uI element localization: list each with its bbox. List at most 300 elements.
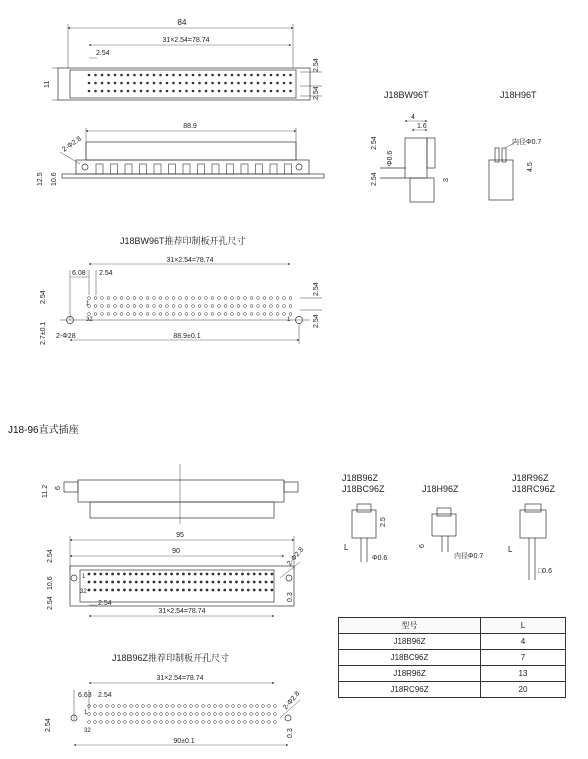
pcb-bw-pin32: 32 — [86, 317, 93, 323]
pcb-hole — [220, 705, 223, 708]
straight-front-view — [47, 532, 305, 616]
table-header-row — [339, 618, 566, 634]
pin-dot — [170, 573, 173, 576]
pin-dot — [271, 581, 274, 584]
pcb-hole — [257, 305, 260, 308]
pcb-hole — [231, 297, 234, 300]
straight-inner: 90 — [172, 548, 180, 555]
table-row — [339, 682, 566, 698]
pin-dot — [179, 82, 182, 85]
pin-dot — [129, 581, 132, 584]
pcb-hole — [140, 305, 143, 308]
pcb-hole — [237, 297, 240, 300]
pin-dot — [123, 573, 126, 576]
table-header-model: 型号 — [339, 618, 481, 634]
pcb-hole — [262, 705, 265, 708]
pcb-bw-title: J18BW96T推荐印制板开孔尺寸 — [120, 236, 246, 246]
pcb-hole — [88, 713, 91, 716]
pcb-hole — [256, 721, 259, 724]
pin-dot — [229, 589, 232, 592]
pcb-hole — [268, 721, 271, 724]
dim-side-d6: 3 — [443, 178, 450, 182]
straight-left-c: 2.54 — [47, 596, 54, 610]
pcb-bw-left-v: 2.54 — [40, 290, 47, 304]
pin-dot — [105, 581, 108, 584]
pin-dot — [250, 90, 253, 93]
pin-dot — [192, 82, 195, 85]
pcb-hole — [185, 313, 188, 316]
pcb-hole — [244, 721, 247, 724]
pcb-hole — [274, 721, 277, 724]
pin-dot — [237, 90, 240, 93]
pin-dot — [111, 573, 114, 576]
pin-dot — [176, 581, 179, 584]
pin-dot — [127, 90, 130, 93]
pin-dot — [88, 589, 91, 592]
pcb-hole — [160, 713, 163, 716]
pin-dot — [114, 74, 117, 77]
pin-dot — [185, 82, 188, 85]
pin-dot — [257, 90, 260, 93]
label-bw: J18BW96T — [384, 90, 429, 100]
variant-d-a: 2.5 — [380, 517, 387, 527]
variant-c1: J18R96Z — [512, 473, 549, 483]
pin-dot — [127, 82, 130, 85]
pcb-hole — [133, 313, 136, 316]
pin-dot — [99, 573, 102, 576]
pcb-hole — [224, 313, 227, 316]
pin-dot — [140, 74, 143, 77]
pcb-b-title: J18B96Z推荐印制板开孔尺寸 — [112, 653, 230, 663]
pin-dot — [276, 90, 279, 93]
pcb-hole — [263, 313, 266, 316]
pcb-hole — [232, 721, 235, 724]
pin-dot — [140, 82, 143, 85]
pin-dot — [185, 74, 188, 77]
pin-dot — [133, 82, 136, 85]
pcb-hole — [268, 705, 271, 708]
pcb-hole — [250, 713, 253, 716]
pcb-hole — [130, 721, 133, 724]
pin-dot — [259, 573, 262, 576]
pcb-hole — [202, 713, 205, 716]
dim-pitch-total: 31×2.54=78.74 — [162, 37, 210, 44]
pcb-hole — [224, 297, 227, 300]
comb-tooth — [125, 164, 132, 174]
table-row — [339, 634, 566, 650]
pin-dot — [120, 82, 123, 85]
pin-dot — [141, 589, 144, 592]
pin-dot — [224, 90, 227, 93]
pcb-hole — [250, 705, 253, 708]
pin-dot — [107, 74, 110, 77]
pcb-hole — [202, 721, 205, 724]
pcb-hole — [154, 705, 157, 708]
pcb-bw-pitch: 2.54 — [99, 270, 113, 277]
pin-dot — [114, 90, 117, 93]
comb-tooth — [198, 164, 205, 174]
pcb-hole — [120, 297, 123, 300]
pcb-hole — [208, 713, 211, 716]
pcb-hole — [112, 713, 115, 716]
table-cell-l: 4 — [481, 634, 566, 650]
pin-dot — [172, 90, 175, 93]
straight-right-a: 0.3 — [287, 592, 294, 602]
pin-dot — [253, 589, 256, 592]
straight-pitch-total: 31×2.54=78.74 — [158, 608, 206, 615]
pin-dot — [241, 573, 244, 576]
pcb-hole — [94, 313, 97, 316]
pin-dot — [263, 74, 266, 77]
pin-dot — [247, 573, 250, 576]
variant-inner: 内径Φ0.7 — [454, 553, 484, 560]
comb-tooth — [270, 164, 277, 174]
pcb-hole — [124, 705, 127, 708]
pcb-hole — [160, 705, 163, 708]
pcb-hole — [218, 297, 221, 300]
top-view — [44, 18, 322, 100]
pin-dot — [147, 581, 150, 584]
pin-dot — [179, 74, 182, 77]
pcb-hole — [118, 721, 121, 724]
straight-pitch: 2.54 — [98, 600, 112, 607]
pin-dot — [229, 573, 232, 576]
pcb-hole — [257, 313, 260, 316]
straight-pin32: 32 — [80, 589, 87, 595]
pin-dot — [94, 589, 97, 592]
pcb-hole — [127, 313, 130, 316]
pin-dot — [94, 82, 97, 85]
pin-dot — [206, 581, 209, 584]
pcb-hole — [250, 721, 253, 724]
pin-dot — [257, 74, 260, 77]
pcb-hole — [211, 297, 214, 300]
pcb-hole — [153, 297, 156, 300]
pcb-hole — [196, 713, 199, 716]
pin-dot — [164, 573, 167, 576]
dim-front-width: 88.9 — [183, 123, 197, 130]
pcb-hole — [112, 705, 115, 708]
pcb-hole — [106, 721, 109, 724]
pin-dot — [270, 74, 273, 77]
pcb-hole — [159, 297, 162, 300]
pcb-hole — [263, 305, 266, 308]
pcb-hole — [256, 705, 259, 708]
pin-dot — [194, 589, 197, 592]
pin-dot — [212, 573, 215, 576]
pin-dot — [101, 90, 104, 93]
pcb-hole — [224, 305, 227, 308]
pin-dot — [94, 581, 97, 584]
pin-dot — [289, 90, 292, 93]
pin-dot — [166, 90, 169, 93]
pin-dot — [218, 74, 221, 77]
pin-dot — [123, 581, 126, 584]
pcb-hole — [220, 713, 223, 716]
pin-dot — [140, 90, 143, 93]
pin-dot — [218, 82, 221, 85]
pin-dot — [253, 581, 256, 584]
pin-dot — [224, 74, 227, 77]
pcb-b-hole: 2-Φ2.8 — [282, 690, 302, 712]
pcb-hole — [283, 305, 286, 308]
pin-dot — [276, 82, 279, 85]
dim-side-d4: 2.54 — [371, 136, 378, 150]
pin-dot — [147, 573, 150, 576]
dim-side-d2: 1.6 — [417, 123, 427, 130]
pcb-hole — [214, 713, 217, 716]
pin-dot — [176, 589, 179, 592]
pcb-hole — [226, 713, 229, 716]
pcb-hole — [94, 713, 97, 716]
pcb-hole — [146, 297, 149, 300]
table-row — [339, 650, 566, 666]
straight-top-view — [42, 464, 298, 524]
pin-dot — [198, 82, 201, 85]
pcb-bw-pitch-total: 31×2.54=78.74 — [166, 257, 214, 264]
pcb-hole — [172, 313, 175, 316]
pcb-hole — [283, 313, 286, 316]
pcb-hole — [262, 721, 265, 724]
pcb-hole — [257, 297, 260, 300]
pcb-hole — [166, 305, 169, 308]
pcb-b-right: 0.3 — [287, 728, 294, 738]
pin-dot — [188, 589, 191, 592]
pcb-hole — [244, 705, 247, 708]
pin-dot — [153, 90, 156, 93]
pin-dot — [211, 74, 214, 77]
pcb-hole — [184, 721, 187, 724]
pcb-hole — [130, 705, 133, 708]
pcb-hole — [172, 713, 175, 716]
pcb-hole — [218, 313, 221, 316]
pcb-bw-left-v2: 2.7±0.1 — [40, 321, 47, 345]
pcb-hole — [140, 313, 143, 316]
label-h: J18H96T — [500, 90, 537, 100]
dim-side-d8: 4.5 — [527, 162, 534, 172]
pin-dot — [223, 573, 226, 576]
pin-dot — [289, 82, 292, 85]
table-cell-l: 20 — [481, 682, 566, 698]
pcb-hole — [276, 305, 279, 308]
dim-front-h1: 12.5 — [37, 172, 44, 186]
table-cell-l: 7 — [481, 650, 566, 666]
pin-dot — [172, 82, 175, 85]
pin-dot — [194, 573, 197, 576]
comb-tooth — [169, 164, 176, 174]
pin-dot — [229, 581, 232, 584]
pcb-hole — [190, 705, 193, 708]
pcb-hole — [94, 705, 97, 708]
pcb-hole — [178, 721, 181, 724]
pcb-hole — [238, 713, 241, 716]
pcb-hole — [166, 313, 169, 316]
pcb-hole — [232, 705, 235, 708]
pcb-hole — [208, 721, 211, 724]
comb-tooth — [96, 164, 103, 174]
pcb-b-offset: 6.63 — [78, 692, 92, 699]
comb-tooth — [256, 164, 263, 174]
pcb-hole — [244, 313, 247, 316]
pin-dot — [259, 581, 262, 584]
pin-dot — [257, 82, 260, 85]
pcb-hole — [106, 705, 109, 708]
pcb-hole — [238, 721, 241, 724]
pin-dot — [172, 74, 175, 77]
pin-dot — [117, 589, 120, 592]
comb-tooth — [183, 164, 190, 174]
pcb-hole — [159, 305, 162, 308]
length-table — [338, 617, 566, 698]
pin-dot — [271, 573, 274, 576]
pcb-hole — [205, 305, 208, 308]
variant-a2: J18BC96Z — [342, 484, 385, 494]
pin-dot — [244, 82, 247, 85]
comb-tooth — [285, 164, 292, 174]
pcb-hole — [270, 305, 273, 308]
dim-height: 11 — [44, 80, 51, 88]
pin-dot — [200, 573, 203, 576]
pin-dot — [159, 74, 162, 77]
pcb-hole — [244, 297, 247, 300]
pin-dot — [212, 581, 215, 584]
pcb-hole — [101, 305, 104, 308]
variant-sq: □0.6 — [538, 568, 552, 575]
pin-dot — [146, 82, 149, 85]
pin-dot — [146, 74, 149, 77]
pcb-hole — [237, 313, 240, 316]
pcb-hole — [94, 305, 97, 308]
pcb-hole — [146, 313, 149, 316]
dim-side-d1: 4 — [411, 114, 415, 121]
pin-dot — [200, 589, 203, 592]
pcb-hole — [148, 713, 151, 716]
pcb-hole — [100, 721, 103, 724]
pin-dot — [170, 589, 173, 592]
front-view — [37, 123, 324, 186]
pin-dot — [211, 90, 214, 93]
pin-dot — [205, 82, 208, 85]
dim-side-d3: Φ0.6 — [387, 150, 394, 166]
variant-l-a: L — [344, 543, 349, 552]
pcb-hole — [94, 297, 97, 300]
pin-dot — [158, 573, 161, 576]
pin-dot — [114, 82, 117, 85]
pcb-b-width: 90±0.1 — [173, 738, 195, 745]
pin-dot — [185, 90, 188, 93]
straight-left-a: 2.54 — [47, 549, 54, 563]
pin-dot — [133, 74, 136, 77]
pcb-hole — [205, 313, 208, 316]
pcb-hole — [101, 313, 104, 316]
pin-dot — [88, 82, 91, 85]
pcb-hole — [270, 297, 273, 300]
pcb-hole — [88, 313, 91, 316]
pin-dot — [271, 589, 274, 592]
pcb-hole — [136, 721, 139, 724]
pcb-hole — [274, 705, 277, 708]
pin-dot — [237, 82, 240, 85]
pin-dot — [206, 573, 209, 576]
pcb-hole — [274, 713, 277, 716]
pin-dot — [259, 589, 262, 592]
pcb-hole — [178, 705, 181, 708]
table-cell-model: J18B96Z — [339, 634, 481, 650]
variant-a1: J18B96Z — [342, 473, 379, 483]
pcb-hole — [142, 721, 145, 724]
pin-dot — [94, 74, 97, 77]
pcb-hole — [166, 713, 169, 716]
pcb-hole — [154, 721, 157, 724]
variant-views — [342, 473, 556, 580]
pcb-bw-right-a: 2.54 — [313, 282, 320, 296]
pcb-hole — [202, 705, 205, 708]
pin-dot — [135, 573, 138, 576]
pin-dot — [166, 74, 169, 77]
comb-tooth — [227, 164, 234, 174]
pcb-hole — [198, 313, 201, 316]
pcb-hole — [226, 705, 229, 708]
pin-dot — [153, 581, 156, 584]
pcb-hole — [231, 305, 234, 308]
pin-dot — [153, 589, 156, 592]
pin-dot — [129, 589, 132, 592]
pcb-hole — [262, 713, 265, 716]
table-cell-model: J18BC96Z — [339, 650, 481, 666]
pcb-hole — [146, 305, 149, 308]
pcb-hole — [166, 297, 169, 300]
pcb-b-pin32: 32 — [84, 728, 91, 734]
pcb-hole — [172, 705, 175, 708]
pcb-hole — [142, 713, 145, 716]
pin-dot — [88, 581, 91, 584]
pcb-hole — [154, 713, 157, 716]
pcb-hole — [289, 305, 292, 308]
pcb-hole — [192, 297, 195, 300]
pin-dot — [129, 573, 132, 576]
pcb-hole — [250, 313, 253, 316]
dim-pitch: 2.54 — [96, 50, 110, 57]
pin-dot — [192, 74, 195, 77]
pcb-hole — [179, 297, 182, 300]
pin-dot — [153, 82, 156, 85]
pin-dot — [237, 74, 240, 77]
pin-dot — [244, 74, 247, 77]
straight-h2: 6 — [55, 486, 62, 490]
pcb-hole — [276, 313, 279, 316]
pcb-hole — [160, 721, 163, 724]
pcb-hole — [106, 713, 109, 716]
pin-dot — [231, 82, 234, 85]
pcb-hole — [153, 313, 156, 316]
straight-left-b: 10.6 — [47, 576, 54, 590]
pcb-hole — [153, 305, 156, 308]
dim-right-a: 2.54 — [313, 58, 320, 72]
straight-hole: 2-Φ2.8 — [286, 546, 306, 568]
pcb-hole — [185, 305, 188, 308]
pin-dot — [283, 74, 286, 77]
side-views — [371, 90, 541, 202]
pin-dot — [135, 589, 138, 592]
pcb-hole — [270, 313, 273, 316]
pin-dot — [223, 581, 226, 584]
pin-dot — [159, 82, 162, 85]
pcb-hole — [166, 705, 169, 708]
pcb-hole — [100, 705, 103, 708]
pcb-hole — [172, 305, 175, 308]
pin-dot — [158, 589, 161, 592]
pcb-bw — [40, 235, 322, 345]
